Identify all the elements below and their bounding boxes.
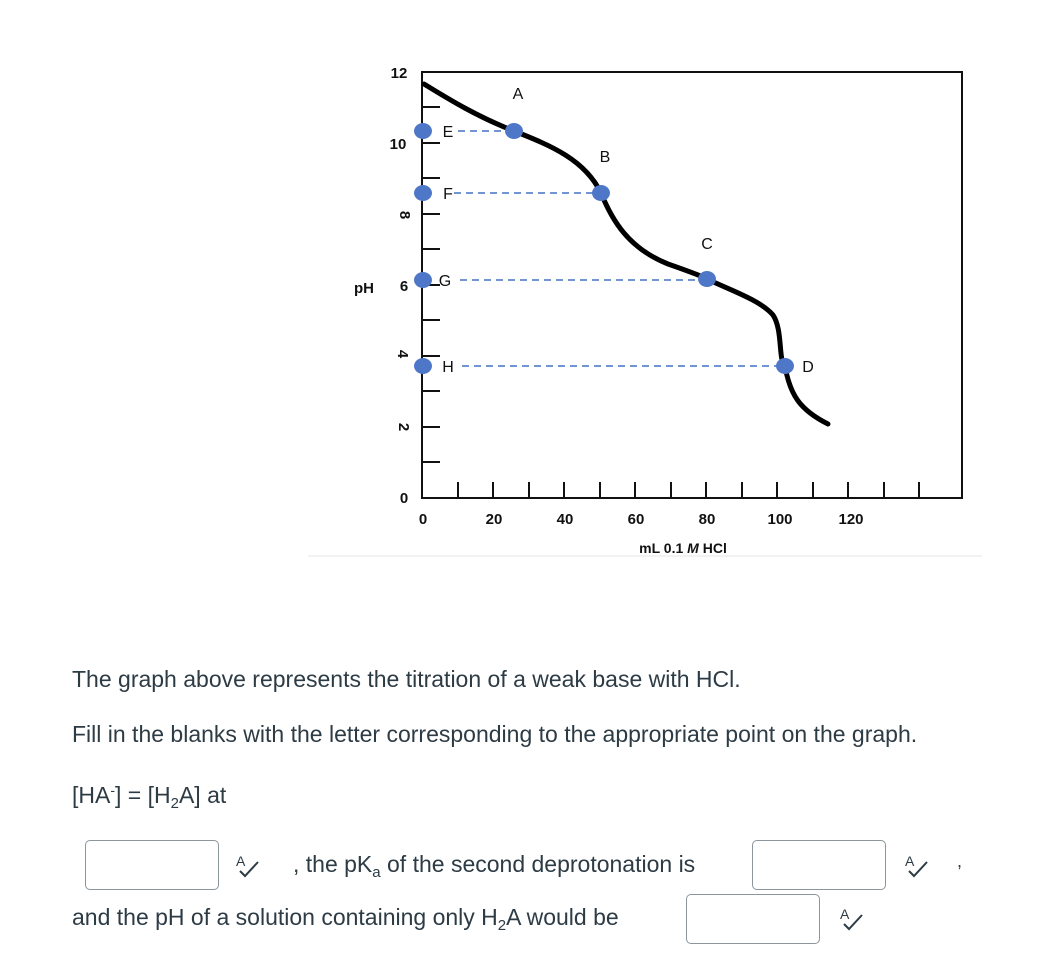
label-H: H [442,359,454,376]
point-C-marker [698,271,716,287]
x-tick-0: 0 [418,511,428,528]
y-tick-6: 6 [399,278,409,295]
answer-blank-2[interactable] [752,840,886,890]
spellcheck-icon[interactable] [838,905,864,931]
label-B: B [599,149,611,166]
y-tick-labels [390,65,413,507]
point-B-marker [592,185,610,201]
spellcheck-icon[interactable] [234,852,260,878]
y-tick-4: 4 [394,349,411,359]
titration-curve [424,84,828,424]
point-H-marker [414,358,432,374]
svg-text:A: A [236,853,246,869]
label-D: D [802,359,814,376]
label-C: C [701,236,713,253]
x-tick-20: 20 [485,511,503,528]
svg-text:A: A [905,853,915,869]
label-A: A [512,86,524,103]
point-E-marker [414,123,432,139]
y-tick-12: 12 [390,65,408,82]
y-tick-2: 2 [395,422,412,432]
point-D-marker [776,358,794,374]
answer-blank-1[interactable] [85,840,219,890]
label-F: F [443,186,453,203]
guide-lines [454,131,784,366]
point-A-marker [505,123,523,139]
x-tick-120: 120 [838,511,864,528]
x-tick-100: 100 [767,511,793,528]
y-axis-label: pH [354,280,374,297]
spellcheck-icon[interactable] [903,852,929,878]
x-tick-80: 80 [698,511,716,528]
trailing-comma: , [957,851,963,871]
x-tick-40: 40 [556,511,574,528]
y-tick-8: 8 [396,210,413,220]
svg-text:A: A [840,906,850,922]
y-tick-10: 10 [389,136,407,153]
plot-frame [422,72,962,498]
question-line-pka: , the $pK_a$ of the second deprotonation is [293,851,696,881]
answer-blank-3[interactable] [686,894,820,944]
point-labels [439,86,814,376]
point-F-marker [414,185,432,201]
x-tick-60: 60 [627,511,645,528]
point-G-marker [414,272,432,288]
label-G: G [438,273,452,290]
question-intro: The graph above represents the titration of a weak base with HCl. [72,666,741,692]
question-line-h2a: and the pH of a solution containing only $H_2A$ would be [72,904,619,934]
question-instruction: Fill in the blanks with the letter corresponding to the appropriate point on the graph. [72,721,918,747]
x-tick-marks [458,482,919,498]
y-tick-0: 0 [399,490,409,507]
x-axis-label: mL 0.1 M HCl [639,540,727,556]
x-tick-labels [419,511,864,528]
question-line-ha-h2a: $[HA^-] = [H_2A]$ at [72,782,227,812]
label-E: E [442,124,454,141]
